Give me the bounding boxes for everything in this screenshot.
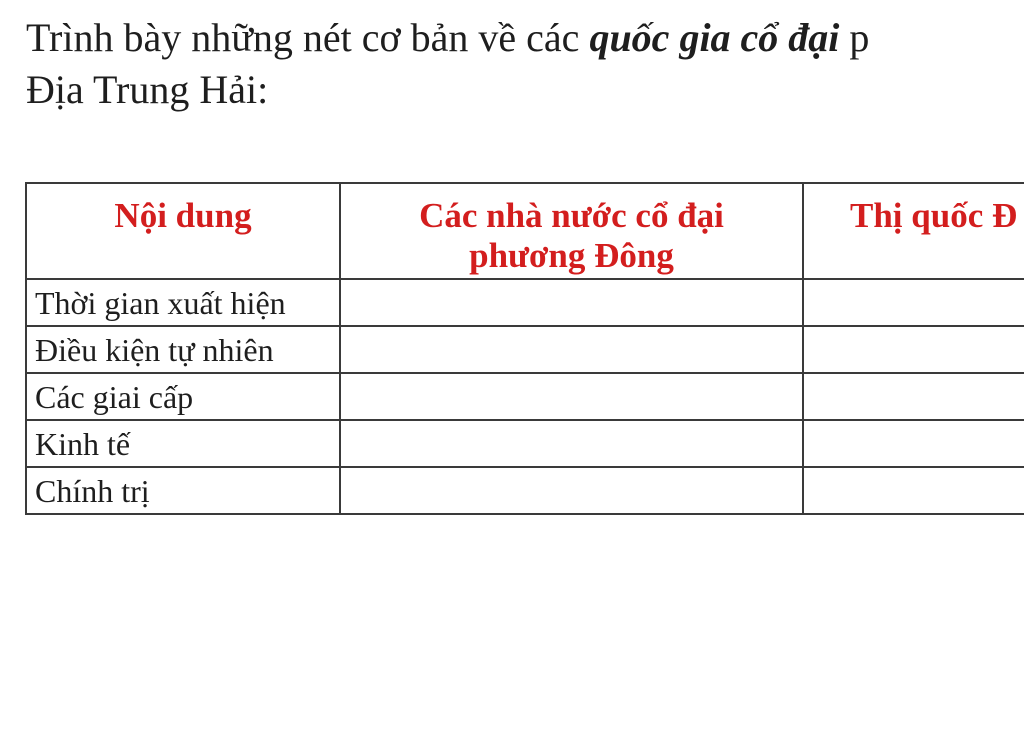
prompt-prefix: Trình bày những nét cơ bản về các: [26, 15, 590, 60]
table-row: [26, 279, 1024, 326]
table-row: [26, 373, 1024, 420]
header-phuong-dong: [340, 183, 803, 279]
cell-phuong-dong-dieu-kien[interactable]: [340, 326, 803, 373]
header-phuong-dong-line-1: Các nhà nước cổ đại: [419, 196, 724, 235]
row-label-kinh-te: Kinh tế: [26, 420, 340, 467]
prompt-suffix: p: [839, 15, 870, 60]
prompt-line-2: Địa Trung Hải:: [26, 67, 269, 112]
table-row: [26, 326, 1024, 373]
cell-thi-quoc-thoi-gian[interactable]: [803, 279, 1024, 326]
cell-phuong-dong-giai-cap[interactable]: [340, 373, 803, 420]
cell-phuong-dong-kinh-te[interactable]: [340, 420, 803, 467]
row-label-chinh-tri: Chính trị: [26, 467, 340, 514]
header-noi-dung: Nội dung: [26, 183, 340, 279]
prompt-emphasis: quốc gia cổ đại: [589, 15, 840, 60]
row-label-thoi-gian: Thời gian xuất hiện: [26, 279, 340, 326]
cell-thi-quoc-giai-cap[interactable]: [803, 373, 1024, 420]
header-thi-quoc: Thị quốc Đ: [803, 183, 1024, 279]
row-label-giai-cap: Các giai cấp: [26, 373, 340, 420]
cell-thi-quoc-chinh-tri[interactable]: [803, 467, 1024, 514]
table-row: [26, 420, 1024, 467]
table-header-row: [26, 183, 1024, 279]
header-phuong-dong-line-2: phương Đông: [469, 236, 674, 275]
cell-thi-quoc-kinh-te[interactable]: [803, 420, 1024, 467]
cell-phuong-dong-thoi-gian[interactable]: [340, 279, 803, 326]
cell-thi-quoc-dieu-kien[interactable]: [803, 326, 1024, 373]
comparison-table: [25, 182, 1024, 515]
cell-phuong-dong-chinh-tri[interactable]: [340, 467, 803, 514]
table-row: [26, 467, 1024, 514]
row-label-dieu-kien: Điều kiện tự nhiên: [26, 326, 340, 373]
